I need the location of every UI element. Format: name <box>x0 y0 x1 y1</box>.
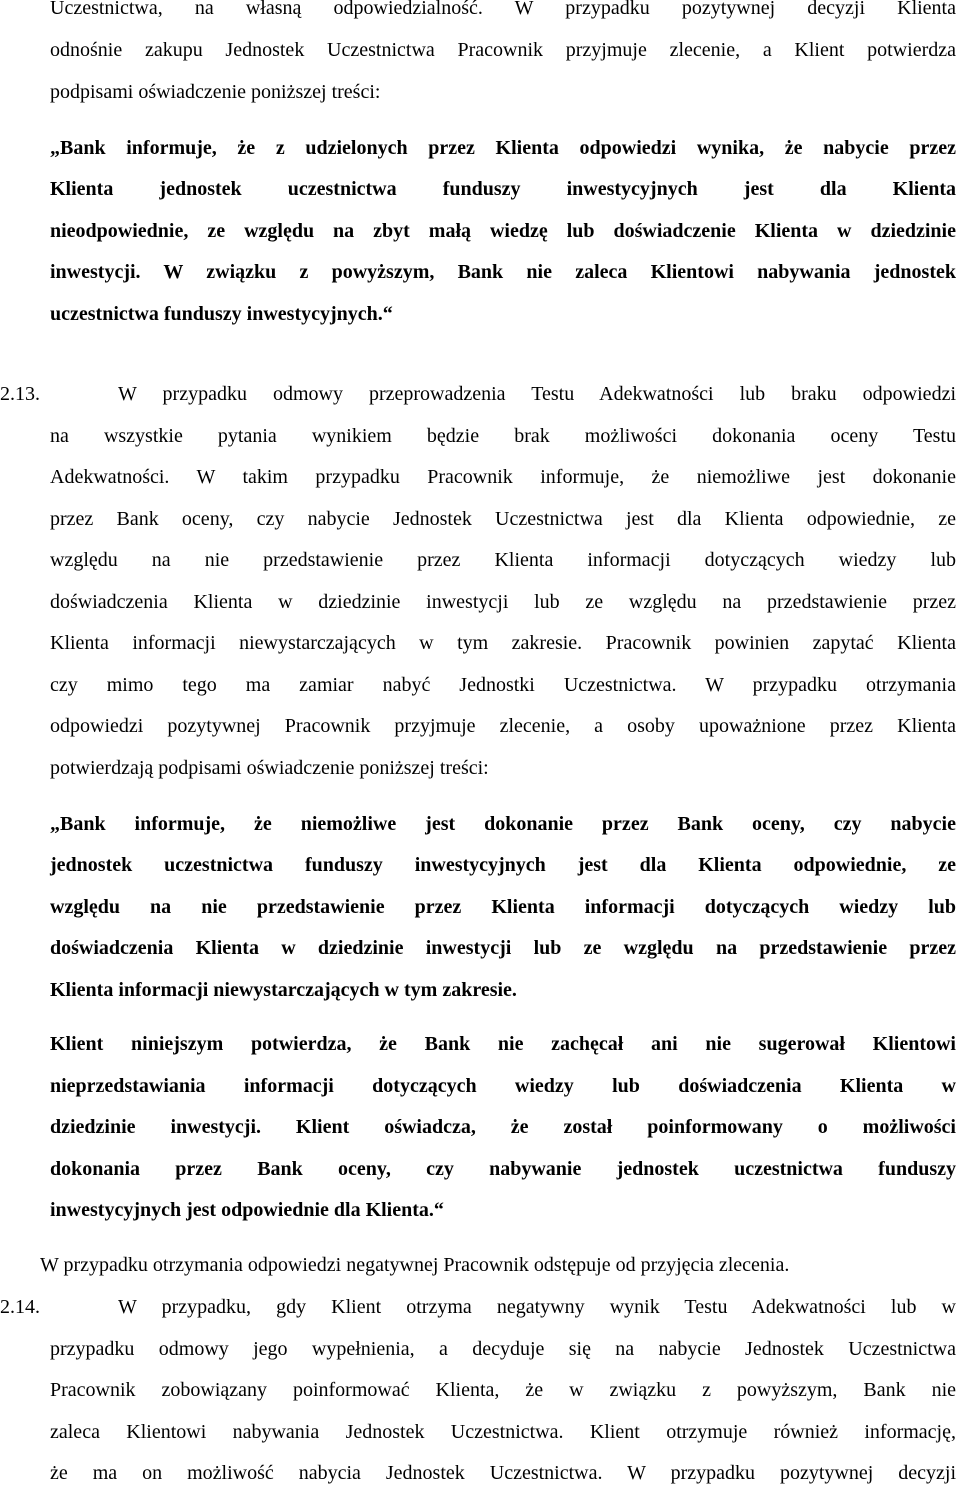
paragraph-line: W przypadku otrzymania odpowiedzi negatywnej Pracownik odstępuje od przyjęcia zlecenia. <box>40 1254 790 1276</box>
quote-line: doświadczenia Klienta w dziedzinie inwestycji lub ze względu na przedstawienie przez <box>50 937 956 959</box>
paragraph-line: doświadczenia Klienta w dziedzinie inwestycji lub ze względu na przedstawienie przez <box>50 591 956 613</box>
quote-line: nieprzedstawiania informacji dotyczących wiedzy lub doświadczenia Klienta w <box>50 1075 956 1097</box>
paragraph-line: przez Bank oceny, czy nabycie Jednostek Uczestnictwa jest dla Klienta odpowiednie, ze <box>50 508 956 530</box>
paragraph-line: czy mimo tego ma zamiar nabyć Jednostki Uczestnictwa. W przypadku otrzymania <box>50 674 956 696</box>
quote-line: jednostek uczestnictwa funduszy inwestycyjnych jest dla Klienta odpowiednie, ze <box>50 854 956 876</box>
paragraph-line: że ma on możliwość nabycia Jednostek Uczestnictwa. W przypadku pozytywnej decyzji <box>50 1462 956 1484</box>
quote-line: dziedzinie inwestycji. Klient oświadcza, że został poinformowany o możliwości <box>50 1116 956 1138</box>
paragraph-line: na wszystkie pytania wynikiem będzie brak możliwości dokonania oceny Testu <box>50 425 956 447</box>
paragraph-line: W przypadku odmowy przeprowadzenia Testu Adekwatności lub braku odpowiedzi <box>118 383 956 405</box>
paragraph-line: Adekwatności. W takim przypadku Pracownik informuje, że niemożliwe jest dokonanie <box>50 466 956 488</box>
quote-line: „Bank informuje, że z udzielonych przez Klienta odpowiedzi wynika, że nabycie przez <box>50 137 956 159</box>
quote-line: Klienta informacji niewystarczających w tym zakresie. <box>50 979 517 1001</box>
quote-line: nieodpowiednie, ze względu na zbyt małą wiedzę lub doświadczenie Klienta w dziedzinie <box>50 220 956 242</box>
paragraph-line: względu na nie przedstawienie przez Klienta informacji dotyczących wiedzy lub <box>50 549 956 571</box>
paragraph-line: potwierdzają podpisami oświadczenie poniższej treści: <box>50 757 489 779</box>
quote-line: dokonania przez Bank oceny, czy nabywanie jednostek uczestnictwa funduszy <box>50 1158 956 1180</box>
section-number: 2.14. <box>0 1296 40 1318</box>
paragraph-line: Pracownik zobowiązany poinformować Klienta, że w związku z powyższym, Bank nie <box>50 1379 956 1401</box>
quote-line: względu na nie przedstawienie przez Klienta informacji dotyczących wiedzy lub <box>50 896 956 918</box>
section-number: 2.13. <box>0 383 40 405</box>
paragraph-line: przypadku odmowy jego wypełnienia, a decyduje się na nabycie Jednostek Uczestnictwa <box>50 1338 956 1360</box>
quote-line: inwestycyjnych jest odpowiednie dla Klienta.“ <box>50 1199 444 1221</box>
paragraph-line: odpowiedzi pozytywnej Pracownik przyjmuje zlecenie, a osoby upoważnione przez Klienta <box>50 715 956 737</box>
paragraph-line: podpisami oświadczenie poniższej treści: <box>50 81 381 103</box>
quote-line: „Bank informuje, że niemożliwe jest dokonanie przez Bank oceny, czy nabycie <box>50 813 956 835</box>
quote-line: inwestycji. W związku z powyższym, Bank nie zaleca Klientowi nabywania jednostek <box>50 261 956 283</box>
paragraph-line: Klienta informacji niewystarczających w tym zakresie. Pracownik powinien zapytać Klienta <box>50 632 956 654</box>
paragraph-line: odnośnie zakupu Jednostek Uczestnictwa Pracownik przyjmuje zlecenie, a Klient potwierdza <box>50 39 956 61</box>
paragraph-line: zaleca Klientowi nabywania Jednostek Uczestnictwa. Klient otrzymuje również informację, <box>50 1421 956 1443</box>
quote-line: uczestnictwa funduszy inwestycyjnych.“ <box>50 303 393 325</box>
quote-line: Klienta jednostek uczestnictwa funduszy inwestycyjnych jest dla Klienta <box>50 178 956 200</box>
paragraph-line: Uczestnictwa, na własną odpowiedzialność. W przypadku pozytywnej decyzji Klienta <box>50 0 956 19</box>
paragraph-line: W przypadku, gdy Klient otrzyma negatywny wynik Testu Adekwatności lub w <box>118 1296 956 1318</box>
quote-line: Klient niniejszym potwierdza, że Bank nie zachęcał ani nie sugerował Klientowi <box>50 1033 956 1055</box>
